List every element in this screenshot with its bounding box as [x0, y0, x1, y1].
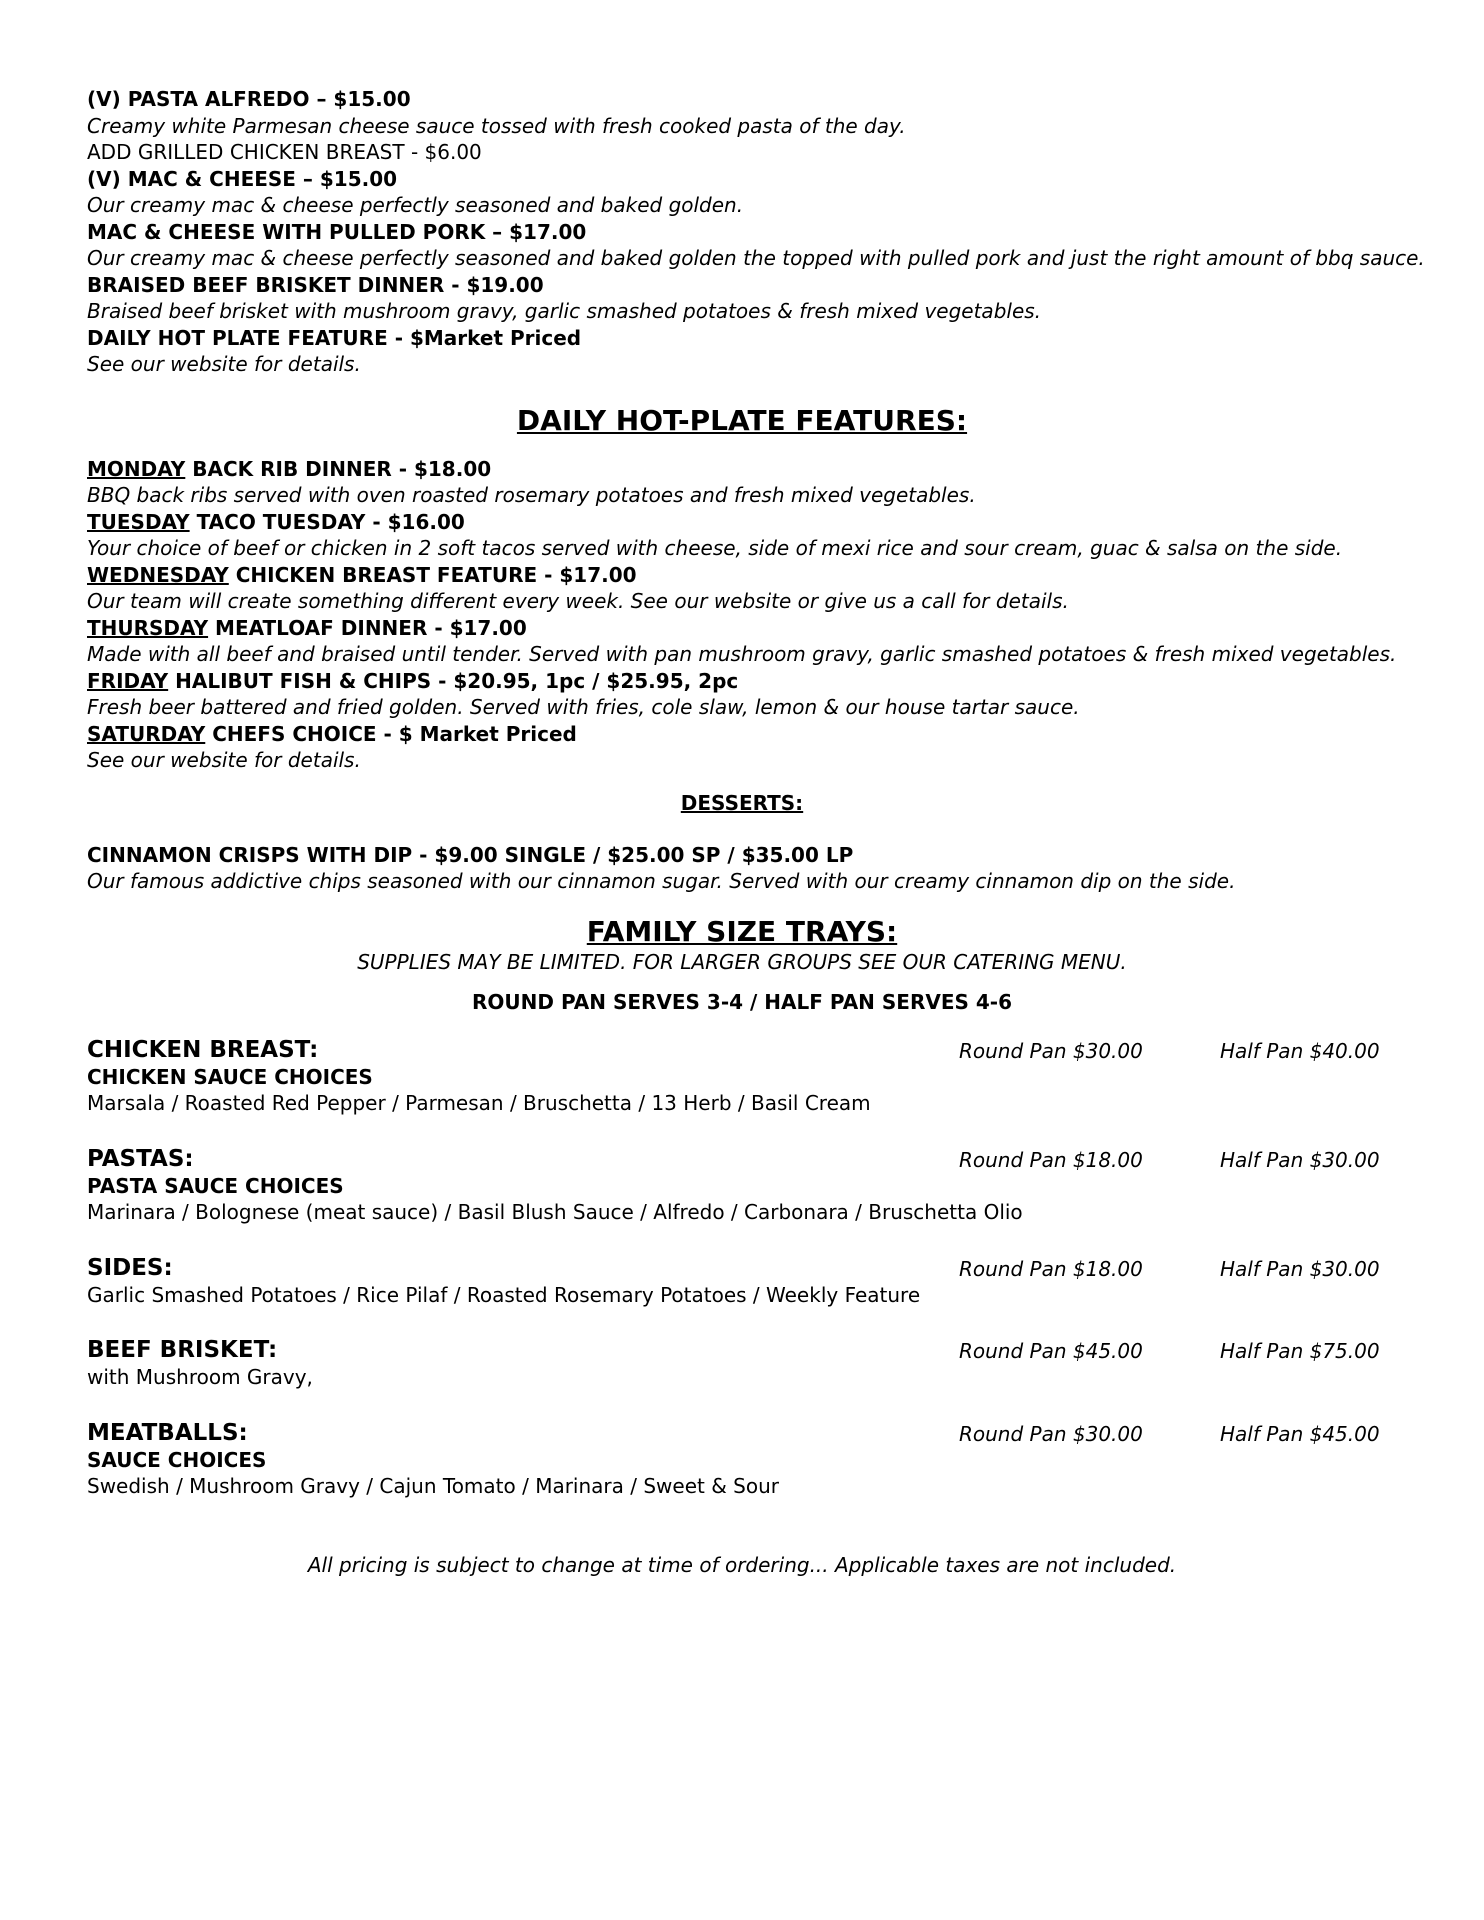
half-pan-price: Half Pan $30.00: [1220, 1147, 1380, 1172]
daily-item-desc: Made with all beef and braised until tender. Served with pan mushroom gravy, garlic smashed potatoes & fresh mixed vegetables.: [87, 642, 1397, 666]
round-pan-price: Round Pan $18.00: [959, 1256, 1143, 1281]
menu-item-desc: Braised beef brisket with mushroom gravy, garlic smashed potatoes & fresh mixed vegetables.: [87, 299, 1042, 323]
daily-item-title: [87, 721, 1407, 748]
day-label: MONDAY: [87, 456, 186, 481]
daily-item-name: BACK RIB DINNER - $18.00: [185, 456, 492, 481]
day-label: FRIDAY: [87, 668, 169, 693]
daily-item-name: CHICKEN BREAST FEATURE - $17.00: [228, 562, 637, 587]
menu-item-title: (V) MAC & CHEESE – $15.00: [87, 166, 398, 191]
menu-item-addon: ADD GRILLED CHICKEN BREAST - $6.00: [87, 140, 482, 164]
desserts-heading: DESSERTS:: [680, 790, 804, 815]
menu-items: [87, 86, 1425, 378]
desserts-section: [87, 842, 1407, 895]
daily-item-title: [87, 562, 1407, 589]
half-pan-price: Half Pan $40.00: [1220, 1038, 1380, 1063]
day-label: WEDNESDAY: [87, 562, 229, 587]
menu-item-desc: Creamy white Parmesan cheese sauce tossed with fresh cooked pasta of the day.: [87, 113, 906, 138]
trays-serves: ROUND PAN SERVES 3-4 / HALF PAN SERVES 4-6: [472, 990, 1012, 1014]
menu-item-desc: See our website for details.: [87, 352, 361, 376]
menu-item-desc: Our creamy mac & cheese perfectly seasoned and baked golden.: [87, 193, 744, 217]
tray-title: BEEF BRISKET:: [87, 1337, 278, 1363]
dessert-desc: Our famous addictive chips seasoned with our cinnamon sugar. Served with our creamy cinnamon dip on the side.: [87, 869, 1236, 893]
daily-item-desc: See our website for details.: [87, 748, 361, 772]
footer-note: All pricing is subject to change at time of ordering... Applicable taxes are not included.: [307, 1552, 1177, 1577]
menu-item-title: (V) PASTA ALFREDO – $15.00: [87, 87, 411, 111]
tray-title: PASTAS:: [87, 1145, 194, 1172]
daily-item-title: [87, 668, 1407, 695]
day-label: THURSDAY: [87, 615, 209, 640]
tray-item-chicken: [87, 1036, 1397, 1117]
round-pan-price: Round Pan $18.00: [959, 1147, 1143, 1172]
daily-item-desc: Our team will create something different every week. See our website or give us a call for details.: [87, 589, 1069, 613]
tray-title: MEATBALLS:: [87, 1419, 248, 1446]
daily-item-title: [87, 456, 1407, 483]
daily-item-title: [87, 615, 1407, 642]
day-label: SATURDAY: [87, 721, 206, 746]
day-label: TUESDAY: [87, 509, 190, 534]
tray-options: Marsala / Roasted Red Pepper / Parmesan / Bruschetta / 13 Herb / Basil Cream: [87, 1091, 871, 1115]
half-pan-price: Half Pan $75.00: [1220, 1339, 1380, 1363]
tray-item-meatballs: [87, 1419, 1397, 1500]
tray-options: with Mushroom Gravy,: [87, 1365, 313, 1389]
tray-options: Garlic Smashed Potatoes / Rice Pilaf / Roasted Rosemary Potatoes / Weekly Feature: [87, 1282, 921, 1307]
tray-item-pastas: [87, 1145, 1397, 1226]
trays-heading: FAMILY SIZE TRAYS:: [586, 914, 898, 948]
menu-item-title: BRAISED BEEF BRISKET DINNER - $19.00: [87, 272, 544, 297]
daily-item-desc: BBQ back ribs served with oven roasted rosemary potatoes and fresh mixed vegetables.: [87, 483, 976, 507]
menu-item-title: MAC & CHEESE WITH PULLED PORK – $17.00: [87, 219, 587, 244]
daily-item-desc: Your choice of beef or chicken in 2 soft tacos served with cheese, side of mexi rice and sour cream, guac & salsa on the side.: [87, 536, 1343, 560]
tray-sub: SAUCE CHOICES: [87, 1447, 267, 1472]
daily-item-name: HALIBUT FISH & CHIPS - $20.95, 1pc / $25.95, 2pc: [168, 668, 739, 693]
tray-item-brisket: [87, 1336, 1397, 1391]
round-pan-price: Round Pan $30.00: [959, 1038, 1143, 1063]
tray-options: Marinara / Bolognese (meat sauce) / Basil Blush Sauce / Alfredo / Carbonara / Bruschetta Olio: [87, 1200, 1023, 1224]
tray-title: CHICKEN BREAST:: [87, 1036, 319, 1063]
menu-page: [87, 86, 1425, 1578]
tray-sub: PASTA SAUCE CHOICES: [87, 1173, 344, 1198]
tray-sub: CHICKEN SAUCE CHOICES: [87, 1064, 373, 1089]
trays-note: SUPPLIES MAY BE LIMITED. FOR LARGER GROUPS SEE OUR CATERING MENU.: [357, 949, 1127, 974]
menu-item-title: DAILY HOT PLATE FEATURE - $Market Priced: [87, 325, 582, 350]
daily-features: [87, 456, 1407, 774]
menu-item-desc: Our creamy mac & cheese perfectly seasoned and baked golden the topped with pulled pork and just the right amount of bbq sauce.: [87, 246, 1425, 270]
daily-item-desc: Fresh beer battered and fried golden. Served with fries, cole slaw, lemon & our house tartar sauce.: [87, 695, 1080, 719]
tray-title: SIDES:: [87, 1254, 173, 1281]
daily-features-heading: DAILY HOT-PLATE FEATURES:: [516, 403, 968, 437]
tray-item-sides: [87, 1254, 1397, 1309]
daily-item-name: TACO TUESDAY - $16.00: [189, 509, 465, 534]
half-pan-price: Half Pan $30.00: [1220, 1256, 1380, 1281]
daily-item-name: MEATLOAF DINNER - $17.00: [208, 615, 527, 640]
half-pan-price: Half Pan $45.00: [1220, 1421, 1380, 1446]
tray-options: Swedish / Mushroom Gravy / Cajun Tomato / Marinara / Sweet & Sour: [87, 1474, 779, 1498]
daily-item-name: CHEFS CHOICE - $ Market Priced: [205, 721, 577, 746]
dessert-title: CINNAMON CRISPS WITH DIP - $9.00 SINGLE / $25.00 SP / $35.00 LP: [87, 842, 854, 867]
daily-item-title: [87, 509, 1407, 536]
round-pan-price: Round Pan $45.00: [959, 1339, 1143, 1363]
round-pan-price: Round Pan $30.00: [959, 1421, 1143, 1446]
